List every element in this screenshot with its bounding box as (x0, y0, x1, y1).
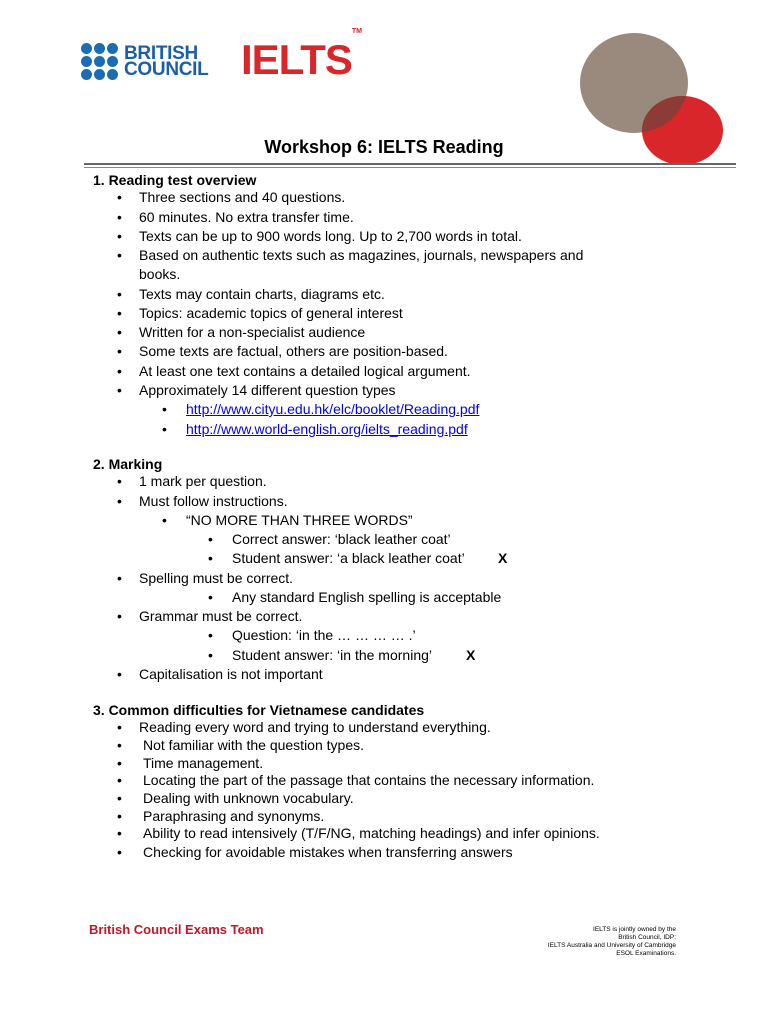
bullet-icon: • (117, 247, 122, 263)
list-item: Written for a non-specialist audience (139, 324, 366, 340)
list-item: Three sections and 40 questions. (139, 189, 346, 205)
list-item: Some texts are factual, others are position-based. (139, 343, 448, 359)
footer-ownership-note: IELTS is jointly owned by the British Council, IDP: IELTS Australia and University of Cambridge ESOL Examinations. (547, 926, 676, 957)
bullet-icon: • (117, 493, 122, 509)
bullet-icon: • (208, 627, 213, 643)
section-heading-marking: 2. Marking (93, 456, 163, 472)
british-council-wordmark: BRITISH COUNCIL (124, 42, 209, 80)
bullet-icon: • (117, 808, 122, 824)
list-item: Ability to read intensively (T/F/NG, matching headings) and infer opinions. (143, 825, 600, 841)
page-title: Workshop 6: IELTS Reading (264, 137, 504, 157)
section-heading-difficulties: 3. Common difficulties for Vietnamese candidates (93, 702, 425, 718)
bullet-icon: • (117, 844, 122, 860)
list-item: Locating the part of the passage that contains the necessary information. (143, 772, 595, 788)
list-item: Paraphrasing and synonyms. (143, 808, 325, 824)
wrong-mark: X (466, 647, 476, 663)
bullet-icon: • (162, 421, 167, 437)
section-heading-overview: 1. Reading test overview (93, 172, 257, 188)
list-item: Student answer: ‘a black leather coat’ (232, 550, 465, 566)
list-item: Correct answer: ‘black leather coat’ (232, 531, 451, 547)
bullet-icon: • (208, 647, 213, 663)
list-item: Student answer: ‘in the morning’ (232, 647, 432, 663)
bullet-icon: • (117, 324, 122, 340)
bullet-icon: • (117, 209, 122, 225)
list-item: At least one text contains a detailed logical argument. (139, 363, 471, 379)
bullet-icon: • (117, 772, 122, 788)
bullet-icon: • (208, 589, 213, 605)
list-item: Time management. (143, 755, 264, 771)
list-item: Not familiar with the question types. (143, 737, 364, 753)
bullet-icon: • (117, 363, 122, 379)
bullet-icon: • (117, 608, 122, 624)
bullet-icon: • (117, 737, 122, 753)
list-item: 1 mark per question. (139, 473, 267, 489)
list-item: Spelling must be correct. (139, 570, 294, 586)
bullet-icon: • (117, 666, 122, 682)
link-cityu-reading[interactable]: http://www.cityu.edu.hk/elc/booklet/Reading.pdf (186, 401, 480, 417)
bullet-icon: • (117, 570, 122, 586)
bullet-icon: • (117, 228, 122, 244)
list-item-continuation: books. (139, 266, 181, 282)
link-world-english-reading[interactable]: http://www.world-english.org/ielts_reading.pdf (186, 421, 468, 437)
wrong-mark: X (498, 550, 508, 566)
list-item: Grammar must be correct. (139, 608, 303, 624)
footer-team: British Council Exams Team (89, 922, 264, 937)
list-item: Any standard English spelling is acceptable (232, 589, 502, 605)
list-item: Approximately 14 different question types (139, 382, 396, 398)
bullet-icon: • (117, 790, 122, 806)
bullet-icon: • (208, 531, 213, 547)
list-item: 60 minutes. No extra transfer time. (139, 209, 354, 225)
bullet-icon: • (117, 286, 122, 302)
bullet-icon: • (162, 512, 167, 528)
list-item: Reading every word and trying to understand everything. (139, 719, 491, 735)
ielts-logo: IELTS™ (241, 28, 362, 83)
bullet-icon: • (117, 473, 122, 489)
bullet-icon: • (162, 401, 167, 417)
list-item: “NO MORE THAN THREE WORDS” (186, 512, 413, 528)
bullet-icon: • (117, 382, 122, 398)
bullet-icon: • (117, 719, 122, 735)
bullet-icon: • (208, 550, 213, 566)
bullet-icon: • (117, 305, 122, 321)
list-item: Based on authentic texts such as magazines, journals, newspapers and (139, 247, 584, 263)
list-item: Texts may contain charts, diagrams etc. (139, 286, 385, 302)
list-item: Dealing with unknown vocabulary. (143, 790, 354, 806)
list-item: Topics: academic topics of general interest (139, 305, 403, 321)
bullet-icon: • (117, 343, 122, 359)
list-item: Texts can be up to 900 words long. Up to 2,700 words in total. (139, 228, 522, 244)
list-item: Checking for avoidable mistakes when transferring answers (143, 844, 513, 860)
bullet-icon: • (117, 755, 122, 771)
list-item: Capitalisation is not important (139, 666, 323, 682)
bullet-icon: • (117, 189, 122, 205)
list-item: Must follow instructions. (139, 493, 288, 509)
list-item: Question: ‘in the … … … … .’ (232, 627, 416, 643)
bullet-icon: • (117, 825, 122, 841)
